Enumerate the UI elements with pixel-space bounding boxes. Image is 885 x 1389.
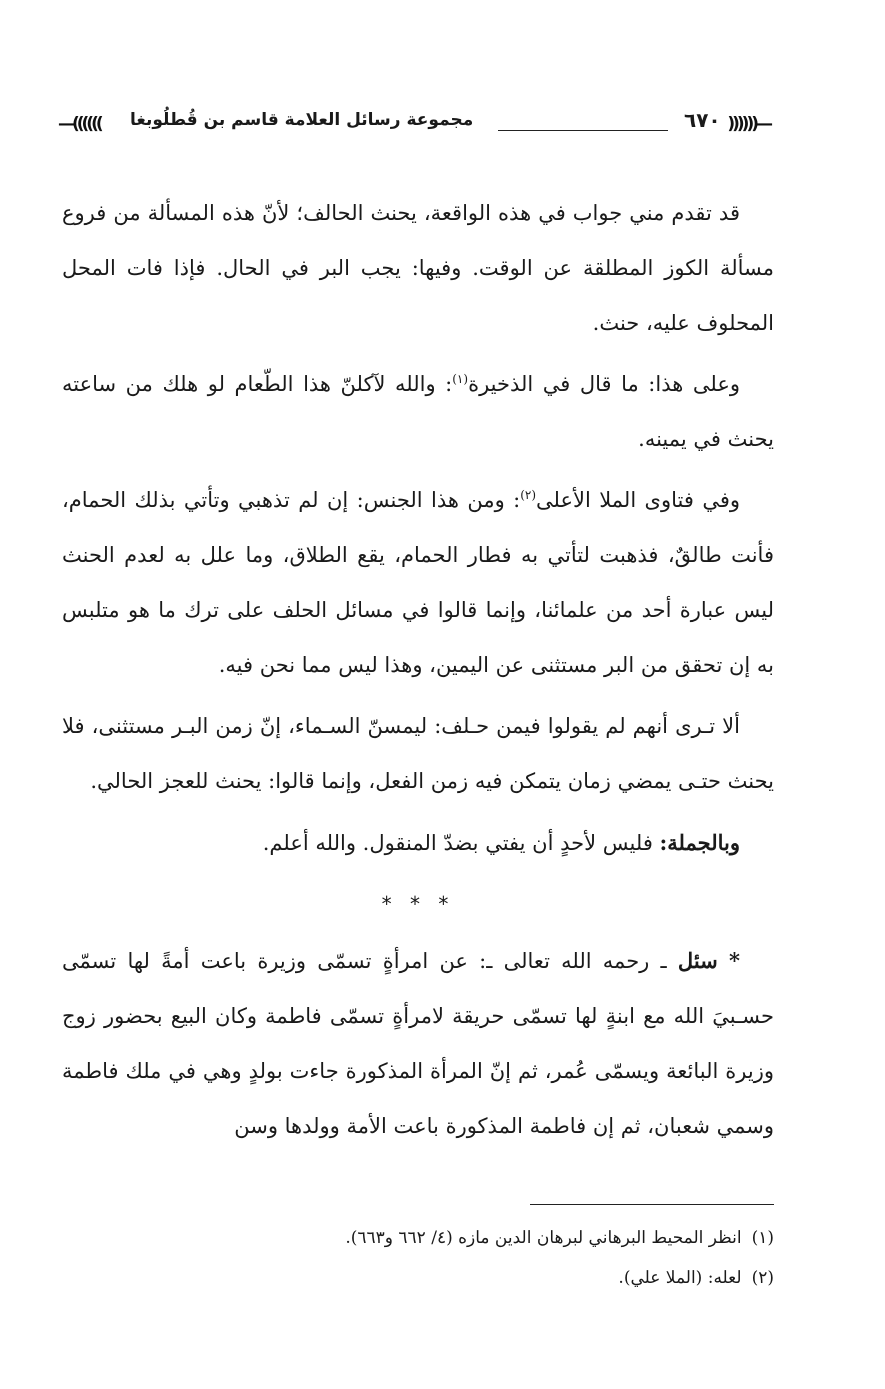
- paragraph-2-text-a: وعلى هذا: ما قال في الذخيرة: [468, 372, 740, 396]
- paragraph-5: [62, 815, 774, 871]
- footnote-ref-1: (١): [452, 372, 469, 386]
- paragraph-5-lead: وبالجملة:: [659, 830, 740, 855]
- paragraph-3: [62, 473, 774, 693]
- footnotes: [62, 1218, 774, 1298]
- running-header: [58, 108, 770, 148]
- footnote-1: [62, 1218, 774, 1258]
- question-mark-star: *: [729, 948, 740, 973]
- running-title: مجموعة رسائل العلامة قاسم بن قُطلُوبغا: [130, 110, 474, 130]
- paragraph-5-text: فليس لأحدٍ أن يفتي بضدّ المنقول. والله أعلم.: [262, 831, 660, 855]
- paragraph-1: قد تقدم مني جواب في هذه الواقعة، يحنث الحالف؛ لأنّ هذه المسألة من فروع مسألة الكوز المطلقة عن الوقت. وفيها: يجب البر في الحال. فإذا فات المحل المحلوف عليه، حنث.: [62, 201, 774, 335]
- paragraph-6: [62, 933, 774, 1154]
- paragraph-2: [62, 357, 774, 467]
- header-rule: [498, 130, 668, 131]
- header-ornament-right: ))))))—: [727, 114, 770, 134]
- footnote-1-text: انظر المحيط البرهاني لبرهان الدين مازه (٤/ ٦٦٢ و٦٦٣).: [345, 1228, 742, 1248]
- footnote-2-number: (٢): [751, 1268, 774, 1288]
- paragraph-3-text-b: : ومن هذا الجنس: إن لم تذهبي وتأتي بذلك الحمام، فأنت طالقٌ، فذهبت لتأتي به فطار الحمام، يقع الطلاق، وما علل به لعدم الحنث ليس عبارة أحد من علمائنا، وإنما قالوا في مسائل الحلف على ترك ما هو متلبس به إن تحقق من البر مستثنى عن اليمين، وهذا ليس مما نحن فيه.: [62, 488, 774, 677]
- main-text: [62, 186, 774, 1160]
- footnote-1-number: (١): [751, 1228, 774, 1248]
- footnote-2-text: لعله: (الملا علي).: [618, 1268, 742, 1288]
- header-ornament-left: —((((((: [58, 114, 101, 134]
- page-number: ٦٧٠: [684, 108, 721, 132]
- paragraph-6-text: ـ رحمه الله تعالى ـ: عن امرأةٍ تسمّى وزيرة باعت أمةً لها تسمّى حسـبيَ الله مع ابنةٍ لها تسمّى حريقة لامرأةٍ تسمّى فاطمة وكان البيع بحضور زوج وزيرة البائعة ويسمّى عُمر، ثم إنّ المرأة المذكورة جاءت بولدٍ وهي في ملك فاطمة وسمي شعبان، ثم إن فاطمة المذكورة باعت الأمة وولدها وسن: [62, 949, 774, 1138]
- footnote-ref-2: (٢): [520, 488, 537, 502]
- paragraph-6-lead: سئل: [677, 948, 718, 973]
- footnote-divider: [530, 1204, 774, 1205]
- paragraph-4: ألا تـرى أنهم لم يقولوا فيمن حـلف: ليمسنّ السـماء، إنّ زمن البـر مستثنى، فلا يحنث حتـى يمضي زمان يتمكن فيه زمن الفعل، وإنما قالوا: يحنث للعجز الحالي.: [62, 714, 774, 793]
- paragraph-3-text-a: وفي فتاوى الملا الأعلى: [536, 488, 740, 512]
- section-separator: * * *: [381, 892, 455, 916]
- paragraph-2-text-b: : والله لآكلنّ هذا الطّعام لو هلك من ساعته يحنث في يمينه.: [62, 372, 774, 451]
- footnote-2: [62, 1258, 774, 1298]
